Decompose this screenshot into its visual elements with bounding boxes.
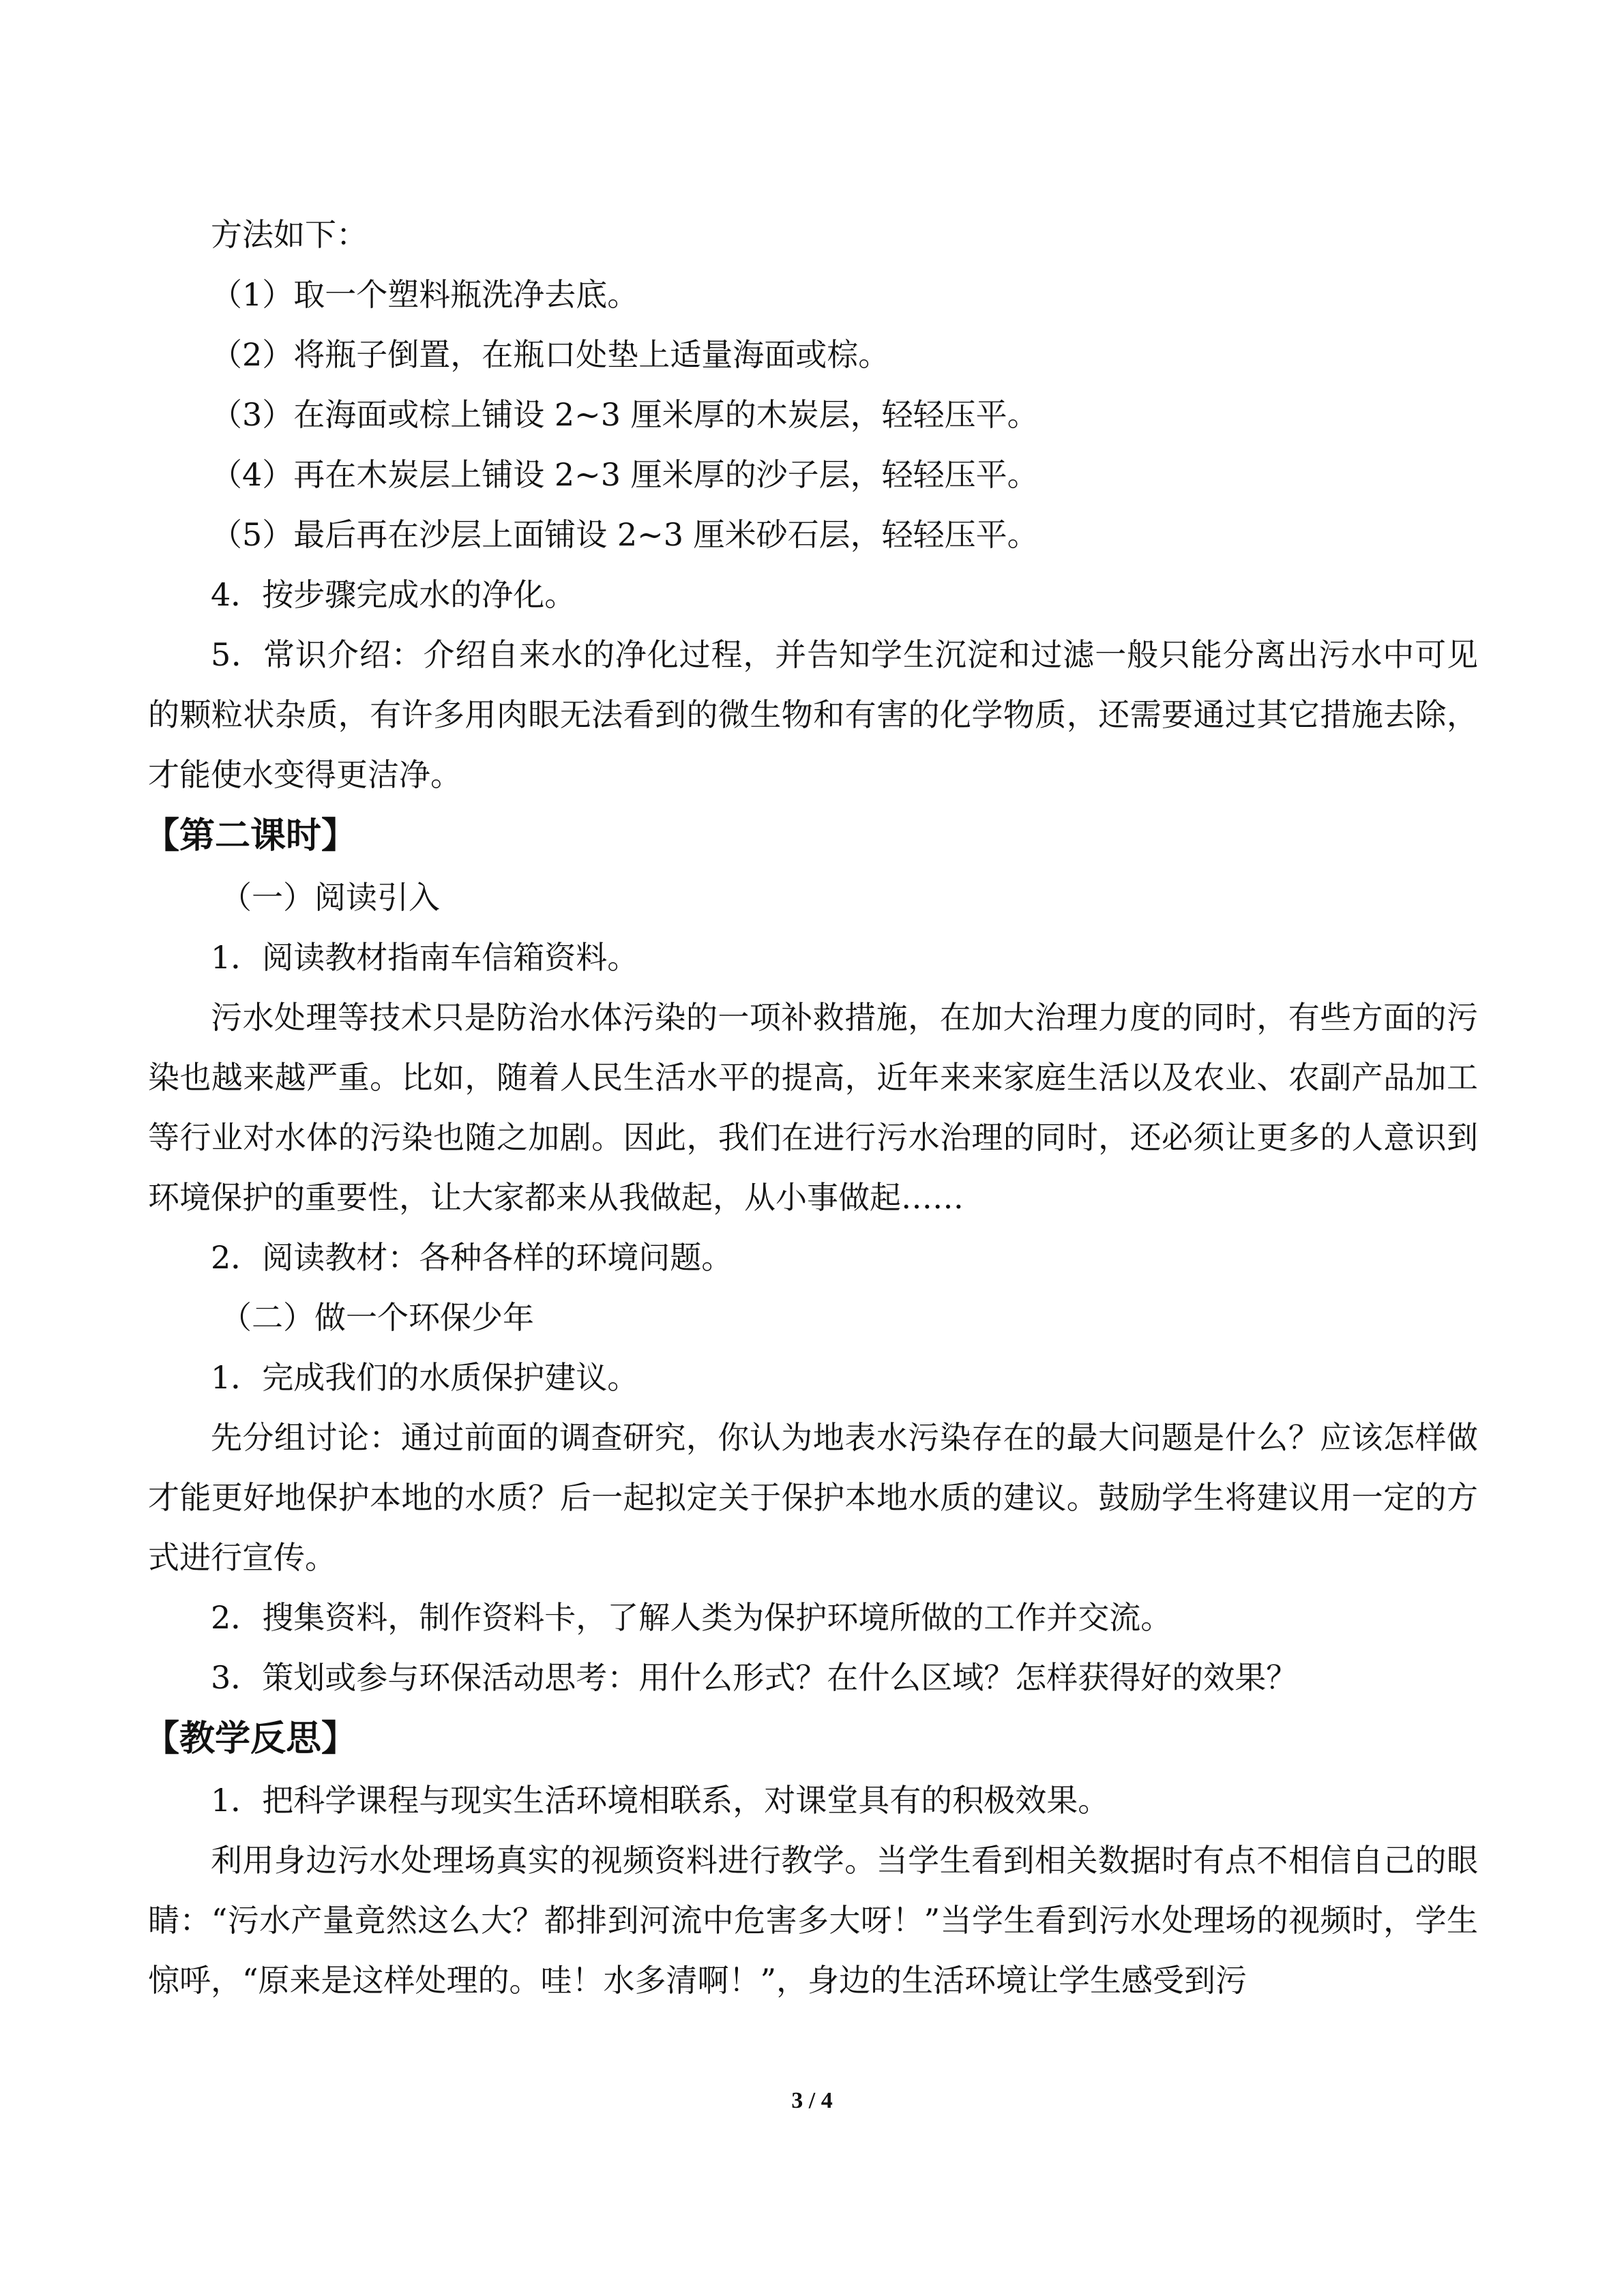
paragraph: （1）取一个塑料瓶洗净去底。 bbox=[211, 276, 639, 313]
paragraph: 1．把科学课程与现实生活环境相联系，对课堂具有的积极效果。 bbox=[211, 1782, 1110, 1819]
paragraph: 4．按步骤完成水的净化。 bbox=[211, 576, 576, 613]
paragraph: （4）再在木炭层上铺设 2~3 厘米厚的沙子层，轻轻压平。 bbox=[211, 456, 1039, 493]
paragraph: 2．搜集资料，制作资料卡，了解人类为保护环境所做的工作并交流。 bbox=[211, 1599, 1172, 1636]
paragraph: （3）在海面或棕上铺设 2~3 厘米厚的木炭层，轻轻压平。 bbox=[211, 396, 1039, 433]
paragraph: 先分组讨论：通过前面的调查研究，你认为地表水污染存在的最大问题是什么？应该怎样做才能更好地保护本地的水质？后一起拟定关于保护本地水质的建议。鼓励学生将建议用一定的方式进行宣传。 bbox=[148, 1419, 1478, 1576]
paragraph: （一）阅读引入 bbox=[220, 879, 440, 916]
paragraph: （5）最后再在沙层上面铺设 2~3 厘米砂石层，轻轻压平。 bbox=[211, 516, 1039, 553]
section-heading: 【第二课时】 bbox=[144, 816, 357, 856]
paragraph: 方法如下： bbox=[211, 216, 368, 253]
paragraph: 3．策划或参与环保活动思考：用什么形式？在什么区域？怎样获得好的效果？ bbox=[211, 1659, 1298, 1696]
paragraph: （二）做一个环保少年 bbox=[220, 1299, 534, 1336]
paragraph: 2．阅读教材：各种各样的环境问题。 bbox=[211, 1239, 733, 1276]
paragraph: 1．阅读教材指南车信箱资料。 bbox=[211, 939, 639, 976]
paragraph: 5．常识介绍：介绍自来水的净化过程，并告知学生沉淀和过滤一般只能分离出污水中可见的颗粒状杂质，有许多用肉眼无法看到的微生物和有害的化学物质，还需要通过其它措施去除，才能使水变得更洁净。 bbox=[148, 636, 1478, 793]
page-number: 3 / 4 bbox=[791, 2088, 833, 2113]
paragraph: 污水处理等技术只是防治水体污染的一项补救措施，在加大治理力度的同时，有些方面的污染也越来越严重。比如，随着人民生活水平的提高，近年来来家庭生活以及农业、农副产品加工等行业对水体的污染也随之加剧。因此，我们在进行污水治理的同时，还必须让更多的人意识到环境保护的重要性，让大家都来从我做起，从小事做起…… bbox=[148, 999, 1478, 1216]
document-body bbox=[144, 205, 1478, 2010]
paragraph: 1．完成我们的水质保护建议。 bbox=[211, 1359, 639, 1396]
section-heading: 【教学反思】 bbox=[144, 1718, 357, 1759]
paragraph: （2）将瓶子倒置，在瓶口处垫上适量海面或棕。 bbox=[211, 336, 890, 373]
paragraph: 利用身边污水处理场真实的视频资料进行教学。当学生看到相关数据时有点不相信自己的眼睛：“污水产量竟然这么大？都排到河流中危害多大呀！”当学生看到污水处理场的视频时，学生惊呼，“原来是这样处理的。哇！水多清啊！”，身边的生活环境让学生感受到污 bbox=[148, 1842, 1478, 1999]
